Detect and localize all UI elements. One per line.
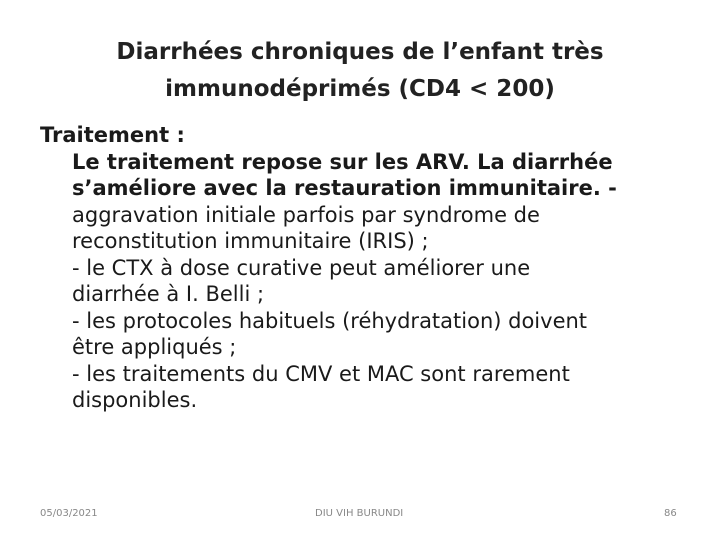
title-line-2: immunodéprimés (CD4 < 200) bbox=[165, 76, 555, 102]
body-line: être appliqués ; bbox=[72, 335, 237, 359]
slide-title bbox=[60, 34, 660, 108]
body-line: - les traitements du CMV et MAC sont rarement bbox=[72, 361, 570, 386]
body-line: aggravation initiale parfois par syndrome de bbox=[72, 202, 540, 227]
footer-date: 05/03/2021 bbox=[40, 508, 98, 519]
body-line-bold: Le traitement repose sur les ARV. La diarrhée bbox=[72, 149, 613, 174]
body-line: - le CTX à dose curative peut améliorer une bbox=[72, 255, 531, 280]
footer-page-number: 86 bbox=[664, 508, 677, 519]
treatment-paragraph bbox=[40, 149, 690, 414]
section-heading: Traitement : bbox=[40, 123, 185, 147]
body-line: reconstitution immunitaire (IRIS) ; bbox=[72, 229, 429, 253]
body-line: - les protocoles habituels (réhydratation) doivent bbox=[72, 308, 588, 333]
title-line-1: Diarrhées chroniques de l’enfant très bbox=[116, 39, 604, 65]
body-line: diarrhée à I. Belli ; bbox=[72, 282, 265, 306]
slide-body bbox=[40, 122, 690, 414]
body-line-bold: s’améliore avec la restauration immunitaire. - bbox=[72, 176, 617, 200]
footer-center-text: DIU VIH BURUNDI bbox=[315, 508, 404, 519]
body-line: disponibles. bbox=[72, 388, 198, 412]
